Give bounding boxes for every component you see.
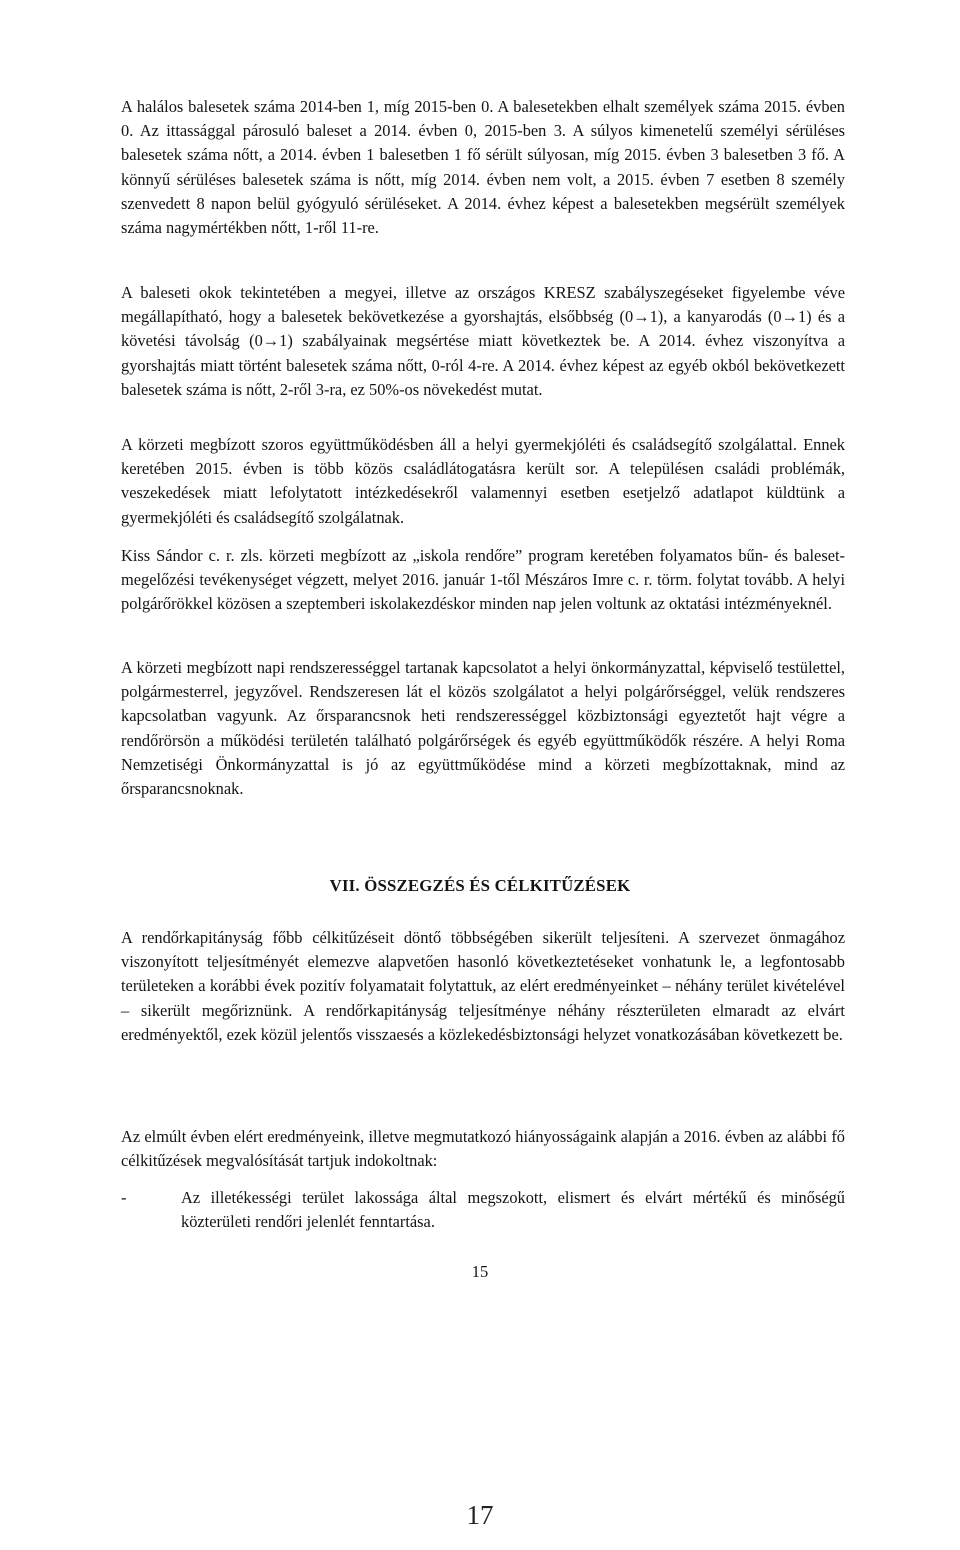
list-item [121,1186,845,1234]
bullet-dash: - [121,1188,127,1207]
inner-page-number: 15 [471,1262,489,1281]
paragraph-accident-statistics: A halálos balesetek száma 2014-ben 1, míg 2015-ben 0. A balesetekben elhalt személyek száma 2015. évben 0. Az ittassággal párosuló baleset a 2014. évben 0, 2015-ben 3. A súlyos kimenetelű személyi sérüléses balesetek száma nőtt, a 2014. évben 1 balesetben 1 fő sérült súlyosan, míg 2015. évben 3 balesetben 3 fő. A könnyű sérüléses balesetek száma is nőtt, míg 2014. évben nem volt, a 2015. évben 7 esetben 8 személy szenvedett 8 napon belül gyógyuló sérüléseket. A 2014. évhez képest a balesetekben megsérült személyek száma nagymértékben nőtt, 1-ről 11-re. [121,97,845,238]
outer-page-number: 17 [466,1500,494,1530]
paragraph-accident-causes: A baleseti okok tekintetében a megyei, illetve az országos KRESZ szabályszegéseket figyelembe véve megállapítható, hogy a balesetek bekövetkezése a gyorshajtás, elsőbbség (0→1), a kanyarodás (0→1) és a követési távolság (0→1) szabályainak megsértése miatt következtek be. A 2014. évhez viszonyítva a gyorshajtás miatt történt balesetek száma nőtt, 0-ról 4-re. A 2014. évhez képest az egyéb okból bekövetkezett balesetek száma is nőtt, 2-ről 3-ra, ez 50%-os növekedést mutat. [121,283,845,399]
paragraph-child-welfare-cooperation: A körzeti megbízott szoros együttműködésben áll a helyi gyermekjóléti és családsegítő szolgálattal. Ennek keretében 2015. évben is több közös családlátogatásra került sor. A településen családi problémák, veszekedések miatt lefolytatott intézkedésekről valamennyi esetben esetjelző adatlapot küldtünk a gyermekjóléti és családsegítő szolgálatnak. [121,435,845,527]
list-item-text: Az illetékességi terület lakossága által megszokott, elismert és elvárt mértékű és minőségű közterületi rendőri jelenlét fenntartása. [181,1188,845,1232]
section-heading: VII. ÖSSZEGZÉS ÉS CÉLKITŰZÉSEK [329,876,631,895]
paragraph-2016-objectives-intro: Az elmúlt évben elért eredményeink, illetve megmutatkozó hiányosságaink alapján a 2016. évben az alábbi fő célkitűzések megvalósítását tartjuk indokoltnak: [121,1127,845,1171]
paragraph-school-police-program: Kiss Sándor c. r. zls. körzeti megbízott az „iskola rendőre” program keretében folyamatos bűn- és baleset-megelőzési tevékenységet végzett, melyet 2016. január 1-től Mészáros Imre c. r. törm. folytat tovább. A helyi polgárőrökkel közösen a szeptemberi iskolakezdéskor minden nap jelen voltunk az oktatási intézményeknél. [121,546,845,614]
paragraph-local-government-contact: A körzeti megbízott napi rendszerességgel tartanak kapcsolatot a helyi önkormányzattal, képviselő testülettel, polgármesterrel, jegyzővel. Rendszeresen lát el közös szolgálatot a helyi polgárőrséggel, velük rendszeres kapcsolatban vagyunk. Az őrsparancsnok heti rendszerességgel közbiztonsági egyeztetőt hajt végre a rendőrörsön a működési területén található polgárőrségek és egyéb együttműködők részére. A helyi Roma Nemzetiségi Önkormányzattal is jó az együttműködése mind a körzeti megbízottaknak, mind az őrsparancsnoknak. [121,658,845,799]
objectives-list [121,1186,845,1234]
paragraph-summary-goals: A rendőrkapitányság főbb célkitűzéseit döntő többségében sikerült teljesíteni. A szervezet önmagához viszonyított teljesítményét elemezve alapvetően hasonló következtetéseket vonhatunk le, a legfontosabb területeken a korábbi évek pozitív folyamatait folytattuk, az elért eredményeinket – néhány terület kivételével – sikerült megőriznünk. A rendőrkapitányság teljesítménye néhány részterületen elmaradt az elvárt eredményektől, ezek közül jelentős visszaesés a közlekedésbiztonsági helyzet vonatkozásában következett be. [121,928,845,1044]
